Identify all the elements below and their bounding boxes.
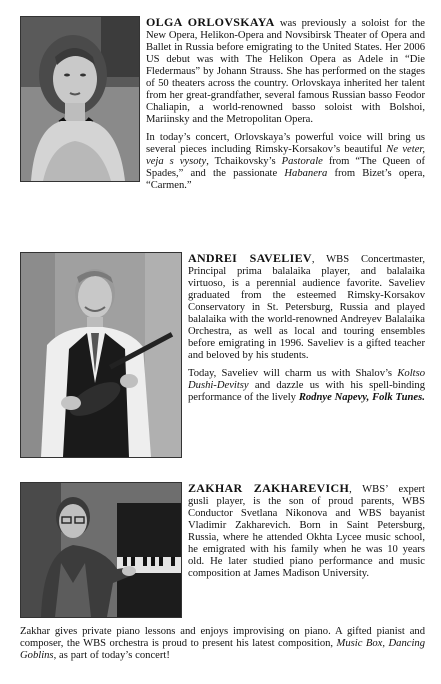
bio-text-andrei: , WBS Concertmaster, Principal prima balalaika player, and balalaika virtuoso, is a perennial audience favorite. Saveliev graduated from the esteemed Rimsky-Korsakov Conservatory in St. Petersburg, Russia and played balalaika with the world-renowned Andreyev Balalaika Orchestra, as well as local and touring ensembles before emigrating in 1996. Saveliev is a gifted teacher and beloved by his students. bbox=[188, 254, 425, 361]
bio-text-olga: was previously a soloist for the New Opera, Helikon-Opera and Novsibirsk Theater of Opera and Ballet in Russia before emigrating to the United States. Her 2006 US debut was with The Helikon Opera as Adele in “Die Fledermaus” by Johann Strauss. She has performed on the stages of 50 theaters across the country. Orlovskaya inherited her talent from her great-grandfather, several famous Russian basso Feodor Chaliapin, a world-renowned basso soloist with Bolshoi, Mariinsky and the Metropolitan Opera. bbox=[146, 18, 425, 125]
piece-olga-1: Ne veter, veja s vysoty bbox=[146, 144, 425, 167]
piece-olga-3: Habanera bbox=[284, 168, 328, 179]
bio-olga bbox=[20, 16, 425, 192]
concert-olga: In today’s concert, Orlovskaya’s powerful voice will bring us several pieces including Rimsky-Korsakov’s beautiful Ne veter, veja s vysoty, Tchaikovsky’s Pastorale from “The Queen of Spades,” and the passionate Habanera from Bizet’s opera, “Carmen.” bbox=[146, 132, 426, 191]
name-andrei: ANDREI SAVELIEV bbox=[188, 251, 312, 265]
piece-olga-2: Pastorale bbox=[281, 156, 323, 167]
concert-zakhar: Zakhar gives private piano lessons and enjoys improvising on piano. A gifted pianist and composer, the WBS orchestra is proud to present his latest composition, Music Box, Dancing Goblins, as part of today’s concert! bbox=[20, 626, 425, 661]
bio-text-zakhar: , WBS’ expert gusli player, is the son of proud parents, WBS Conductor Svetlana Nikonova and WBS bayanist Vladimir Zakharevich. Born in Saint Petersburg, Russia, where he attended Okhta Lycee music school, he emigrated with his family when he was 10 years old. He later studied piano performance and music composition at James Madison University. bbox=[188, 484, 425, 579]
photo-zakhar bbox=[20, 482, 182, 618]
name-zakhar: ZAKHAR ZAKHAREVICH bbox=[188, 481, 350, 495]
piece-zakhar-1: Music Box, Dancing Goblins bbox=[20, 638, 425, 661]
piece-andrei-1: Koltso Dushi-Devitsy bbox=[188, 368, 425, 391]
concert-andrei: Today, Saveliev will charm us with Shalov’s Koltso Dushi-Devitsy and dazzle us with his spell-binding performance of the lively Rodnye Napevy, Folk Tunes. bbox=[188, 368, 425, 403]
photo-andrei bbox=[20, 252, 182, 458]
bio-zakhar bbox=[20, 482, 425, 662]
piece-andrei-2: Rodnye Napevy, Folk Tunes. bbox=[298, 392, 425, 403]
bio-andrei bbox=[20, 252, 425, 460]
photo-olga bbox=[20, 16, 140, 182]
name-olga: OLGA ORLOVSKAYA bbox=[146, 15, 275, 29]
